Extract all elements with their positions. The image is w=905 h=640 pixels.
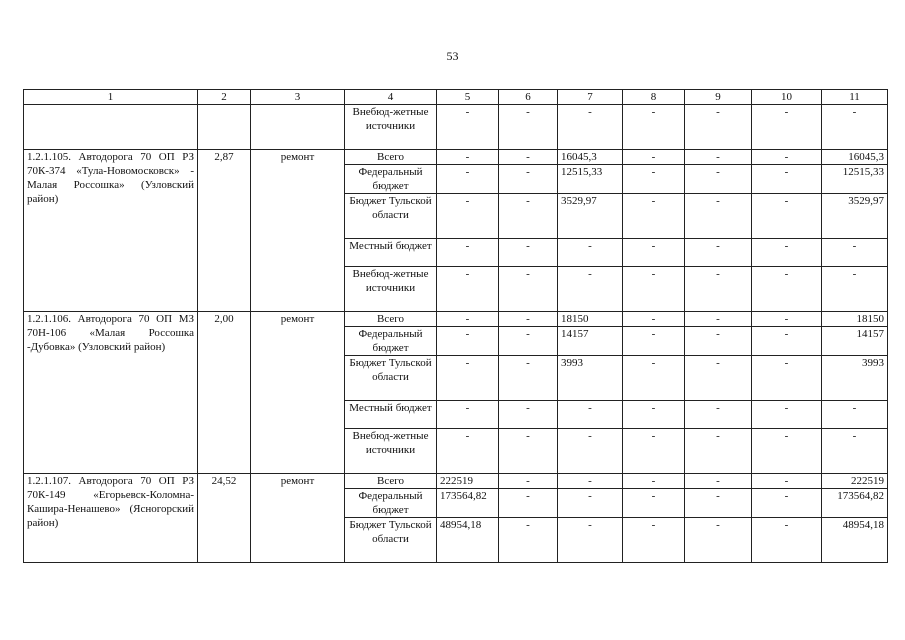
value-cell: - — [685, 194, 752, 239]
value-cell: - — [623, 150, 685, 165]
value-cell: - — [558, 429, 623, 474]
value-cell: - — [752, 474, 822, 489]
table-header-row — [24, 90, 888, 105]
value-cell: - — [437, 165, 499, 194]
object-name-cell: 1.2.1.106. Автодорога 70 ОП МЗ 70Н-106 «Малая Россошка -Дубовка» (Узловский район) — [24, 312, 198, 474]
funding-source-cell: Федеральный бюджет — [345, 327, 437, 356]
value-cell: - — [752, 401, 822, 429]
value-cell: 14157 — [822, 327, 888, 356]
value-cell: - — [558, 401, 623, 429]
value-cell: - — [752, 429, 822, 474]
value-cell: 173564,82 — [437, 489, 499, 518]
funding-source-cell: Федеральный бюджет — [345, 165, 437, 194]
value-cell: - — [685, 267, 752, 312]
header-cell: 2 — [198, 90, 251, 105]
value-cell: - — [685, 489, 752, 518]
funding-source-cell: Внебюд-жетные источники — [345, 105, 437, 150]
funding-source-cell: Всего — [345, 474, 437, 489]
funding-source-cell: Бюджет Тульской области — [345, 194, 437, 239]
value-cell: - — [822, 267, 888, 312]
value-cell: - — [437, 356, 499, 401]
work-type-cell: ремонт — [251, 150, 345, 312]
value-cell: - — [499, 105, 558, 150]
value-cell: - — [558, 239, 623, 267]
value-cell: - — [499, 239, 558, 267]
funding-source-cell: Бюджет Тульской области — [345, 356, 437, 401]
value-cell: - — [685, 401, 752, 429]
value-cell: - — [499, 165, 558, 194]
value-cell: - — [752, 105, 822, 150]
page-number: 53 — [446, 49, 459, 63]
length-cell — [198, 105, 251, 150]
funding-source-cell: Местный бюджет — [345, 401, 437, 429]
length-cell: 2,00 — [198, 312, 251, 474]
value-cell: - — [499, 489, 558, 518]
value-cell: 3993 — [822, 356, 888, 401]
header-cell: 5 — [437, 90, 499, 105]
value-cell: - — [685, 327, 752, 356]
value-cell: - — [558, 105, 623, 150]
work-type-cell: ремонт — [251, 474, 345, 563]
value-cell: - — [685, 429, 752, 474]
value-cell: - — [822, 429, 888, 474]
value-cell: - — [623, 105, 685, 150]
funding-source-cell: Внебюд-жетные источники — [345, 267, 437, 312]
value-cell: - — [623, 194, 685, 239]
table-row — [24, 474, 888, 489]
value-cell: 222519 — [822, 474, 888, 489]
value-cell: - — [685, 356, 752, 401]
value-cell: 3529,97 — [822, 194, 888, 239]
value-cell: - — [558, 267, 623, 312]
value-cell: - — [437, 267, 499, 312]
value-cell: 16045,3 — [822, 150, 888, 165]
funding-source-cell: Бюджет Тульской области — [345, 518, 437, 563]
header-cell: 9 — [685, 90, 752, 105]
value-cell: - — [623, 165, 685, 194]
table-row — [24, 150, 888, 165]
value-cell: - — [685, 312, 752, 327]
funding-source-cell: Федеральный бюджет — [345, 489, 437, 518]
value-cell: - — [499, 327, 558, 356]
value-cell: 48954,18 — [437, 518, 499, 563]
funding-table — [23, 89, 888, 563]
value-cell: - — [752, 489, 822, 518]
value-cell: - — [437, 105, 499, 150]
value-cell: 3529,97 — [558, 194, 623, 239]
table-row — [24, 312, 888, 327]
work-type-cell: ремонт — [251, 312, 345, 474]
value-cell: - — [499, 194, 558, 239]
object-name-cell: 1.2.1.105. Автодорога 70 ОП РЗ 70К-374 «Тула-Новомосковск» - Малая Россошка» (Узловский район) — [24, 150, 198, 312]
value-cell: - — [752, 239, 822, 267]
header-cell: 7 — [558, 90, 623, 105]
value-cell: - — [752, 194, 822, 239]
header-cell: 4 — [345, 90, 437, 105]
value-cell: - — [822, 401, 888, 429]
value-cell: - — [752, 312, 822, 327]
object-name-cell: 1.2.1.107. Автодорога 70 ОП РЗ 70К-149 «Егорьевск-Коломна-Кашира-Ненашево» (Ясногорский район) — [24, 474, 198, 563]
value-cell: - — [558, 518, 623, 563]
value-cell: 18150 — [822, 312, 888, 327]
value-cell: - — [752, 150, 822, 165]
value-cell: 12515,33 — [822, 165, 888, 194]
value-cell: - — [752, 327, 822, 356]
value-cell: - — [499, 150, 558, 165]
value-cell: - — [623, 312, 685, 327]
value-cell: 173564,82 — [822, 489, 888, 518]
value-cell: - — [623, 518, 685, 563]
funding-source-cell: Всего — [345, 150, 437, 165]
value-cell: - — [437, 401, 499, 429]
value-cell: - — [437, 429, 499, 474]
value-cell: - — [822, 105, 888, 150]
value-cell: - — [685, 105, 752, 150]
header-cell: 8 — [623, 90, 685, 105]
header-cell: 10 — [752, 90, 822, 105]
value-cell: - — [623, 474, 685, 489]
value-cell: - — [685, 239, 752, 267]
header-cell: 3 — [251, 90, 345, 105]
length-cell: 2,87 — [198, 150, 251, 312]
length-cell: 24,52 — [198, 474, 251, 563]
value-cell: - — [685, 165, 752, 194]
value-cell: - — [623, 429, 685, 474]
value-cell: - — [437, 150, 499, 165]
value-cell: - — [623, 489, 685, 518]
header-cell: 6 — [499, 90, 558, 105]
value-cell: 3993 — [558, 356, 623, 401]
value-cell: - — [558, 474, 623, 489]
value-cell: - — [623, 356, 685, 401]
value-cell: - — [623, 267, 685, 312]
value-cell: 18150 — [558, 312, 623, 327]
value-cell: - — [822, 239, 888, 267]
header-cell: 1 — [24, 90, 198, 105]
funding-source-cell: Местный бюджет — [345, 239, 437, 267]
value-cell: 12515,33 — [558, 165, 623, 194]
header-cell: 11 — [822, 90, 888, 105]
value-cell: 16045,3 — [558, 150, 623, 165]
value-cell: - — [623, 327, 685, 356]
value-cell: - — [499, 518, 558, 563]
value-cell: - — [437, 194, 499, 239]
value-cell: - — [752, 267, 822, 312]
value-cell: - — [752, 356, 822, 401]
value-cell: - — [499, 356, 558, 401]
value-cell: 48954,18 — [822, 518, 888, 563]
value-cell: - — [685, 150, 752, 165]
table-row — [24, 105, 888, 150]
value-cell: - — [499, 474, 558, 489]
value-cell: 222519 — [437, 474, 499, 489]
funding-source-cell: Внебюд-жетные источники — [345, 429, 437, 474]
value-cell: - — [437, 312, 499, 327]
funding-source-cell: Всего — [345, 312, 437, 327]
value-cell: - — [437, 327, 499, 356]
work-type-cell — [251, 105, 345, 150]
value-cell: - — [499, 401, 558, 429]
value-cell: - — [685, 518, 752, 563]
value-cell: - — [752, 518, 822, 563]
value-cell: - — [623, 401, 685, 429]
value-cell: - — [437, 239, 499, 267]
value-cell: - — [499, 312, 558, 327]
value-cell: - — [558, 489, 623, 518]
value-cell: - — [499, 267, 558, 312]
value-cell: 14157 — [558, 327, 623, 356]
object-name-cell — [24, 105, 198, 150]
value-cell: - — [499, 429, 558, 474]
value-cell: - — [623, 239, 685, 267]
value-cell: - — [752, 165, 822, 194]
value-cell: - — [685, 474, 752, 489]
